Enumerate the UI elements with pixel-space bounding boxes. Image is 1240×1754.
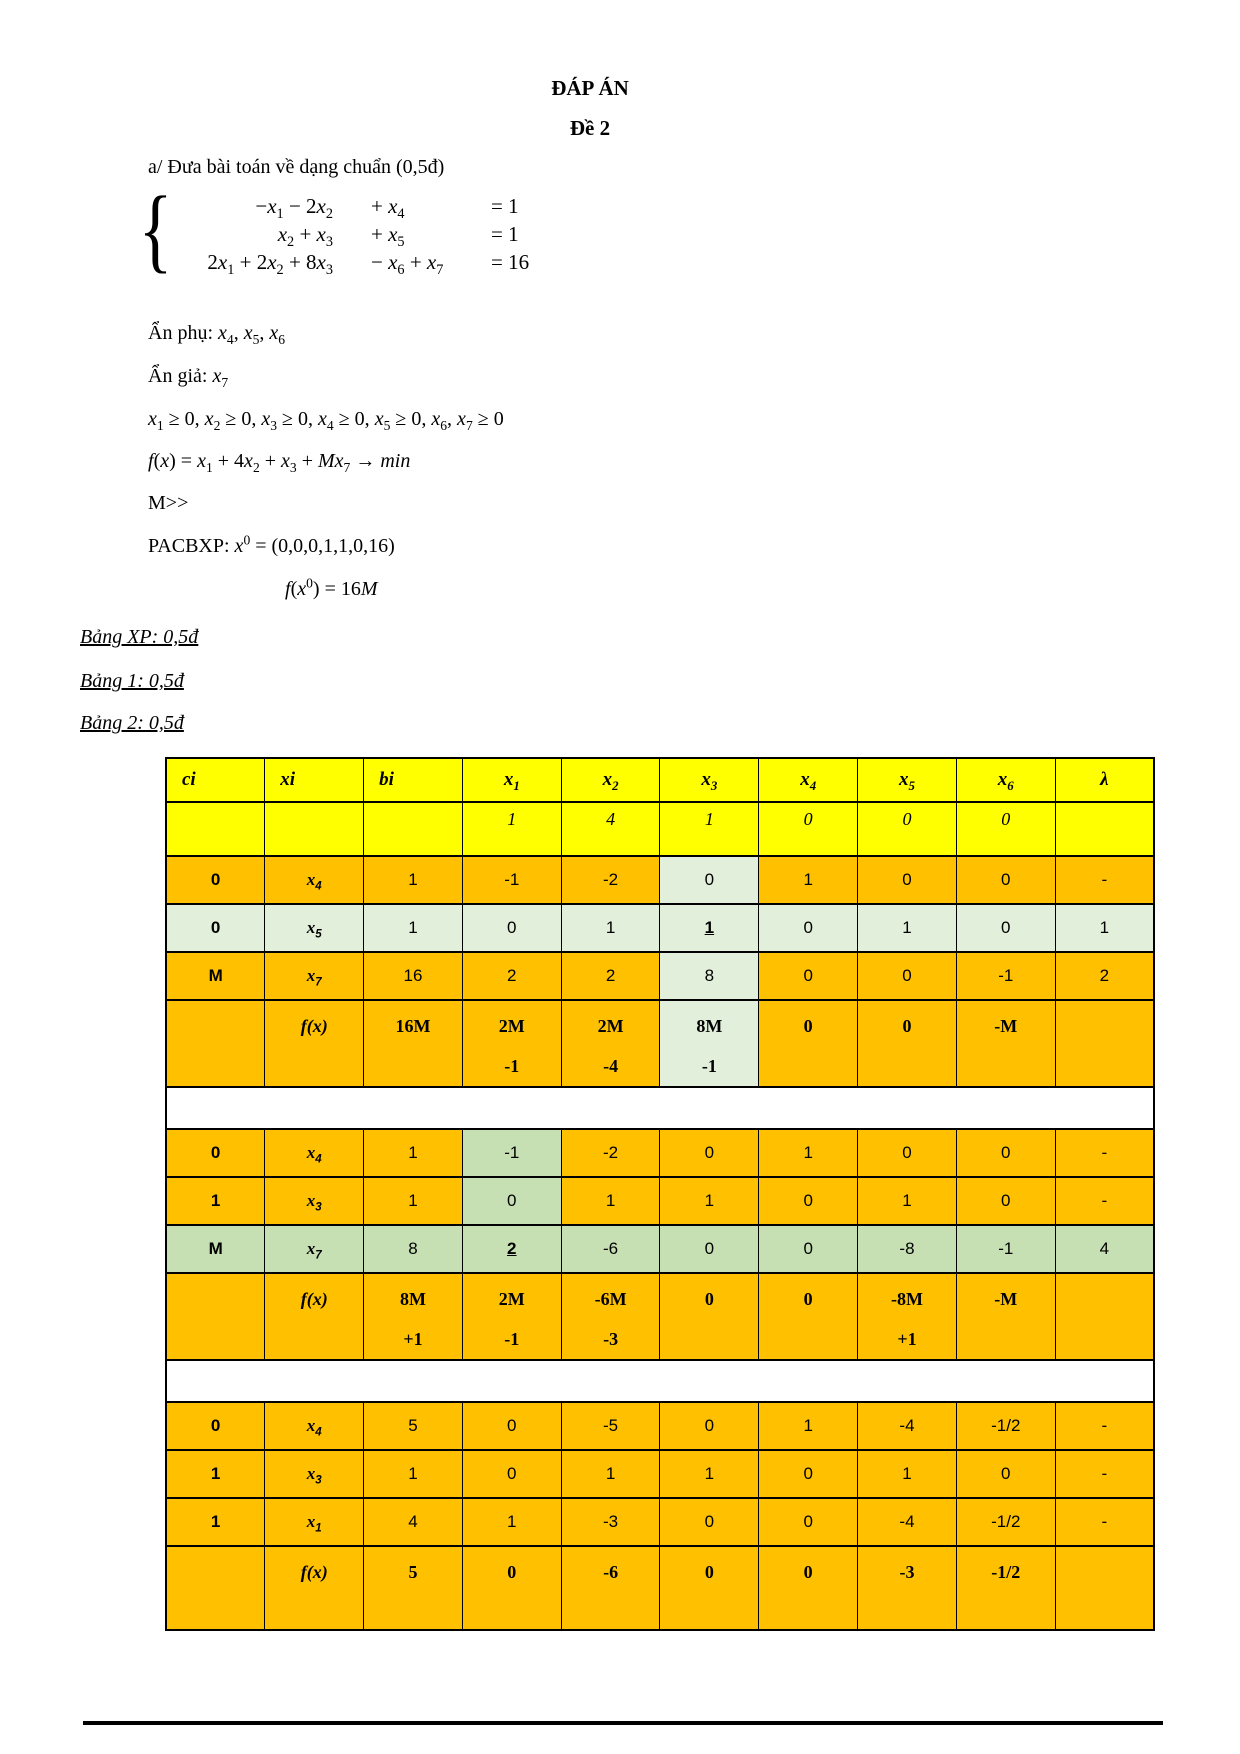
- equation-mid: − $x_6 + x_7$: [371, 249, 444, 278]
- equation-line: [173, 220, 529, 248]
- coefficient-cell: 0: [759, 802, 858, 856]
- nonnegativity-line: $x_1 \ge 0$, $x_2 \ge 0$, $x_3 \ge 0$, $x_4 \ge 0$, $x_5 \ge 0$, $x_6$, $x_7 \ge 0$: [148, 408, 504, 433]
- table-cell: 1: [660, 1177, 759, 1225]
- table-cell: -M: [956, 1273, 1055, 1360]
- header-row: [166, 758, 1154, 802]
- table-cell: 0: [166, 1402, 265, 1450]
- coefficient-cell: [1055, 802, 1154, 856]
- document-title: ĐÁP ÁN: [551, 76, 629, 100]
- table-cell: 0: [166, 1129, 265, 1177]
- table-cell: 8M +1: [364, 1273, 463, 1360]
- header-cell-x5: $x_5$: [858, 758, 957, 802]
- table-cell: -1: [462, 856, 561, 904]
- table-cell: -1/2: [956, 1498, 1055, 1546]
- table-cell: -6: [561, 1546, 660, 1630]
- table-cell: -2: [561, 1129, 660, 1177]
- table-cell: 0: [858, 1129, 957, 1177]
- header-cell-x2: $x_2$: [561, 758, 660, 802]
- artificial-variable-line: Ẩn giả: $x_7$: [148, 365, 229, 390]
- table-cell: 1: [166, 1177, 265, 1225]
- header-cell-lambda: λ: [1055, 758, 1154, 802]
- table-cell: 0: [166, 856, 265, 904]
- header-cell-ci: ci: [166, 758, 265, 802]
- pacbxp-line: PACBXP: $x^0 = (0,0,0,1,1,0,16)$: [148, 532, 395, 557]
- table-cell: -1: [956, 1225, 1055, 1273]
- equation-rhs: = 16: [491, 249, 530, 274]
- table-cell: 4: [1055, 1225, 1154, 1273]
- table-cell: 0: [462, 1450, 561, 1498]
- table-row-x5: [166, 904, 1154, 952]
- table-cell: -: [1055, 1129, 1154, 1177]
- table-cell: 0: [759, 1273, 858, 1360]
- table-cell: $x_3$: [265, 1177, 364, 1225]
- table-cell: -8M +1: [858, 1273, 957, 1360]
- f-x0-line: $f(x^0) = 16M$: [285, 575, 378, 600]
- table-cell: 0: [660, 1402, 759, 1450]
- table-row-x4: [166, 1129, 1154, 1177]
- table-cell: -3: [561, 1498, 660, 1546]
- objective-line: $f(x) = x_1 + 4x_2 + x_3 + Mx_7 \to \min$: [148, 450, 411, 475]
- intro-line: a/ Đưa bài toán về dạng chuẩn (0,5đ): [148, 156, 445, 178]
- table-cell: 0: [956, 1129, 1055, 1177]
- table-cell: 1: [364, 1129, 463, 1177]
- table-cell: f(x): [265, 1273, 364, 1360]
- table-cell: -4: [858, 1402, 957, 1450]
- table-cell: 1: [759, 1129, 858, 1177]
- table-cell: -3: [858, 1546, 957, 1630]
- table-cell: 1: [364, 856, 463, 904]
- section-label-bang-xp: Bảng XP: 0,5đ: [80, 626, 199, 648]
- table-cell: $x_4$: [265, 856, 364, 904]
- equation-line: [173, 192, 529, 220]
- table-cell: 8: [364, 1225, 463, 1273]
- table-row-x3: [166, 1450, 1154, 1498]
- table-cell: [1055, 1273, 1154, 1360]
- table-cell: 0: [759, 1450, 858, 1498]
- footer-divider: [83, 1721, 1163, 1725]
- coefficient-row: [166, 802, 1154, 856]
- table-row-x4: [166, 856, 1154, 904]
- table-row-x4: [166, 1402, 1154, 1450]
- table-cell: $x_3$: [265, 1450, 364, 1498]
- table-cell: -M: [956, 1000, 1055, 1087]
- table-cell: 0: [660, 1129, 759, 1177]
- equation-mid: + $x_4$: [371, 193, 405, 222]
- table-cell: 0: [956, 856, 1055, 904]
- simplex-table: [165, 757, 1155, 1631]
- big-m-note: M>>: [148, 492, 189, 514]
- table-row-x7: [166, 1225, 1154, 1273]
- equation-line: [173, 248, 529, 276]
- coefficient-cell: 0: [858, 802, 957, 856]
- table-cell: 4: [364, 1498, 463, 1546]
- table-cell: 1: [858, 1177, 957, 1225]
- table-cell: 0: [759, 1546, 858, 1630]
- table-cell: 1: [561, 1177, 660, 1225]
- document-subtitle: Đề 2: [569, 116, 611, 140]
- equation-lhs: $2x_1 + 2x_2 + 8x_3$: [207, 249, 333, 278]
- table-cell: 0: [858, 856, 957, 904]
- table-cell: 1: [759, 856, 858, 904]
- table-cell: M: [166, 1225, 265, 1273]
- table-cell: -1/2: [956, 1546, 1055, 1630]
- coefficient-cell: 4: [561, 802, 660, 856]
- table-cell: 16: [364, 952, 463, 1000]
- table-cell: 1: [364, 1177, 463, 1225]
- table-cell: 0: [660, 1498, 759, 1546]
- table-cell: -4: [858, 1498, 957, 1546]
- table-cell: 1: [858, 1450, 957, 1498]
- header-cell-bi: bi: [364, 758, 463, 802]
- equation-lhs: $-x_1 - 2x_2$: [255, 193, 333, 222]
- table-cell: -1: [462, 1129, 561, 1177]
- section-label-bang-1: Bảng 1: 0,5đ: [80, 670, 184, 692]
- table-cell: 0: [166, 904, 265, 952]
- table-cell: 1: [660, 1450, 759, 1498]
- pivot-cell: 2: [462, 1225, 561, 1273]
- table-cell: -1: [956, 952, 1055, 1000]
- header-cell-x4: $x_4$: [759, 758, 858, 802]
- coefficient-cell: 1: [462, 802, 561, 856]
- table-cell: 0: [759, 904, 858, 952]
- coefficient-cell: [364, 802, 463, 856]
- spacer-row: [166, 1360, 1154, 1402]
- header-cell-x1: $x_1$: [462, 758, 561, 802]
- table-cell: 0: [462, 1546, 561, 1630]
- table-cell: 0: [956, 1177, 1055, 1225]
- pivot-cell: 1: [660, 904, 759, 952]
- table-cell: 5: [364, 1546, 463, 1630]
- table-cell: -: [1055, 1177, 1154, 1225]
- equation-lhs: $x_2 + x_3$: [277, 221, 333, 250]
- table-cell: 1: [166, 1450, 265, 1498]
- table-cell: 0: [660, 1273, 759, 1360]
- table-cell: -: [1055, 1498, 1154, 1546]
- table-row-x1: [166, 1498, 1154, 1546]
- table-cell: 1: [166, 1498, 265, 1546]
- table-cell: 0: [759, 1225, 858, 1273]
- table-cell: 1: [561, 1450, 660, 1498]
- table-cell: 1: [364, 904, 463, 952]
- table-cell: 1: [462, 1498, 561, 1546]
- header-cell-xi: xi: [265, 758, 364, 802]
- table-cell: [166, 1000, 265, 1087]
- table-cell: 0: [759, 952, 858, 1000]
- table-row-x7: [166, 952, 1154, 1000]
- table-cell: M: [166, 952, 265, 1000]
- table-cell: 1: [858, 904, 957, 952]
- table-row-f(x): [166, 1546, 1154, 1630]
- table-cell: 5: [364, 1402, 463, 1450]
- header-cell-x6: $x_6$: [956, 758, 1055, 802]
- table-cell: 0: [660, 856, 759, 904]
- table-cell: 0: [858, 952, 957, 1000]
- header-cell-x3: $x_3$: [660, 758, 759, 802]
- equation-rhs: = 1: [491, 193, 519, 218]
- coefficient-cell: 0: [956, 802, 1055, 856]
- table-cell: $x_1$: [265, 1498, 364, 1546]
- system-brace-icon: {: [138, 178, 173, 282]
- table-cell: -5: [561, 1402, 660, 1450]
- table-cell: 2M -4: [561, 1000, 660, 1087]
- table-cell: 0: [759, 1498, 858, 1546]
- table-cell: f(x): [265, 1546, 364, 1630]
- table-cell: $x_7$: [265, 1225, 364, 1273]
- coefficient-cell: [265, 802, 364, 856]
- table-cell: 0: [462, 1177, 561, 1225]
- table-cell: 2: [462, 952, 561, 1000]
- table-cell: 0: [956, 1450, 1055, 1498]
- table-cell: 0: [660, 1225, 759, 1273]
- table-cell: -2: [561, 856, 660, 904]
- table-cell: [1055, 1000, 1154, 1087]
- table-row-x3: [166, 1177, 1154, 1225]
- equation-system: [138, 178, 530, 282]
- table-cell: 8M -1: [660, 1000, 759, 1087]
- spacer-cell: [166, 1087, 1154, 1129]
- table-row-f(x): [166, 1000, 1154, 1087]
- spacer-cell: [166, 1360, 1154, 1402]
- table-cell: -: [1055, 1402, 1154, 1450]
- table-row-f(x): [166, 1273, 1154, 1360]
- table-cell: 8: [660, 952, 759, 1000]
- table-cell: [166, 1273, 265, 1360]
- table-cell: 0: [759, 1177, 858, 1225]
- table-cell: 0: [462, 1402, 561, 1450]
- table-cell: 2M -1: [462, 1000, 561, 1087]
- table-cell: 0: [956, 904, 1055, 952]
- coefficient-cell: 1: [660, 802, 759, 856]
- table-cell: 2M -1: [462, 1273, 561, 1360]
- table-cell: 0: [462, 904, 561, 952]
- table-cell: -6M -3: [561, 1273, 660, 1360]
- coefficient-cell: [166, 802, 265, 856]
- table-cell: [166, 1546, 265, 1630]
- table-cell: -: [1055, 856, 1154, 904]
- table-cell: 1: [561, 904, 660, 952]
- table-cell: f(x): [265, 1000, 364, 1087]
- equation-rhs: = 1: [491, 221, 519, 246]
- table-cell: 2: [1055, 952, 1154, 1000]
- table-cell: 0: [660, 1546, 759, 1630]
- simplex-tables: [165, 757, 1155, 1631]
- table-cell: $x_4$: [265, 1129, 364, 1177]
- table-cell: 1: [364, 1450, 463, 1498]
- table-cell: $x_5$: [265, 904, 364, 952]
- table-cell: -6: [561, 1225, 660, 1273]
- table-cell: [1055, 1546, 1154, 1630]
- table-cell: $x_4$: [265, 1402, 364, 1450]
- table-cell: $x_7$: [265, 952, 364, 1000]
- table-cell: 0: [759, 1000, 858, 1087]
- table-cell: 2: [561, 952, 660, 1000]
- table-cell: 1: [1055, 904, 1154, 952]
- equation-mid: + $x_5$: [371, 221, 405, 250]
- table-cell: 0: [858, 1000, 957, 1087]
- section-label-bang-2: Bảng 2: 0,5đ: [80, 712, 184, 734]
- spacer-row: [166, 1087, 1154, 1129]
- table-cell: -1/2: [956, 1402, 1055, 1450]
- aux-variables-line: Ẩn phụ: $x_4$, $x_5$, $x_6$: [148, 322, 286, 347]
- table-cell: 1: [759, 1402, 858, 1450]
- table-cell: 16M: [364, 1000, 463, 1087]
- table-cell: -: [1055, 1450, 1154, 1498]
- table-cell: -8: [858, 1225, 957, 1273]
